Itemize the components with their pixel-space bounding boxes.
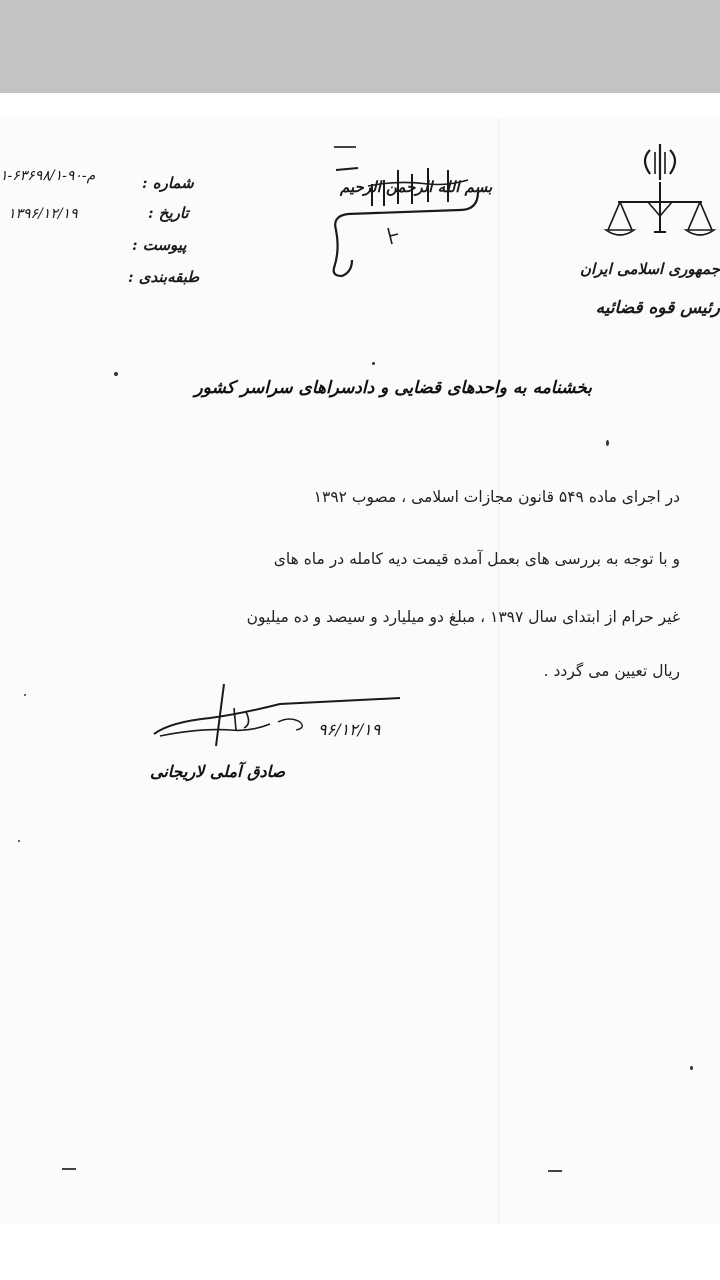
body-line: ریال تعیین می گردد . — [543, 662, 680, 680]
bottom-blank-area — [0, 1224, 720, 1280]
scan-speck — [372, 362, 375, 365]
classification-label: طبقه‌بندی : — [128, 268, 200, 286]
body-line: غیر حرام از ابتدای سال ۱۳۹۷ ، مبلغ دو میلیارد و سیصد و ده میلیون — [246, 608, 680, 626]
scan-mark — [334, 146, 356, 148]
scan-mark — [548, 1170, 562, 1172]
scan-speck — [24, 694, 26, 696]
bismillah-text: بسم الله الرحمن الرحیم — [340, 178, 493, 196]
bismillah-calligraphy — [328, 140, 488, 280]
scan-speck — [690, 1066, 693, 1070]
document-page — [0, 118, 720, 1224]
body-line: در اجرای ماده ۵۴۹ قانون مجازات اسلامی ، مصوب ۱۳۹۲ — [313, 488, 680, 506]
org-name: جمهوری اسلامی ایران — [579, 260, 720, 278]
scan-speck — [606, 440, 609, 446]
date-label: تاریخ : — [148, 204, 189, 222]
org-title: رئیس قوه قضائیه — [595, 298, 720, 318]
judiciary-emblem — [600, 140, 720, 250]
handwritten-signature — [150, 678, 410, 758]
paper-fold-line — [498, 118, 499, 1224]
body-line: و با توجه به بررسی های بعمل آمده قیمت دیه کامله در ماه های — [273, 550, 680, 568]
scan-speck — [114, 372, 118, 376]
date-value: ۱۳۹۶/۱۲/۱۹ — [8, 206, 78, 222]
scan-mark — [62, 1168, 76, 1170]
scan-speck — [18, 840, 20, 842]
attachment-label: پیوست : — [132, 236, 187, 254]
signer-name: صادق آملی لاریجانی — [150, 762, 286, 781]
circular-title: بخشنامه به واحدهای قضایی و دادسراهای سراسر کشور — [194, 378, 592, 398]
number-label: شماره : — [142, 174, 194, 192]
signature-date: ۹۶/۱۲/۱۹ — [318, 720, 381, 739]
top-gray-bar — [0, 0, 720, 93]
number-value: ۱-۶۳۶۹۸/۱-م-۹۰ — [0, 168, 96, 184]
